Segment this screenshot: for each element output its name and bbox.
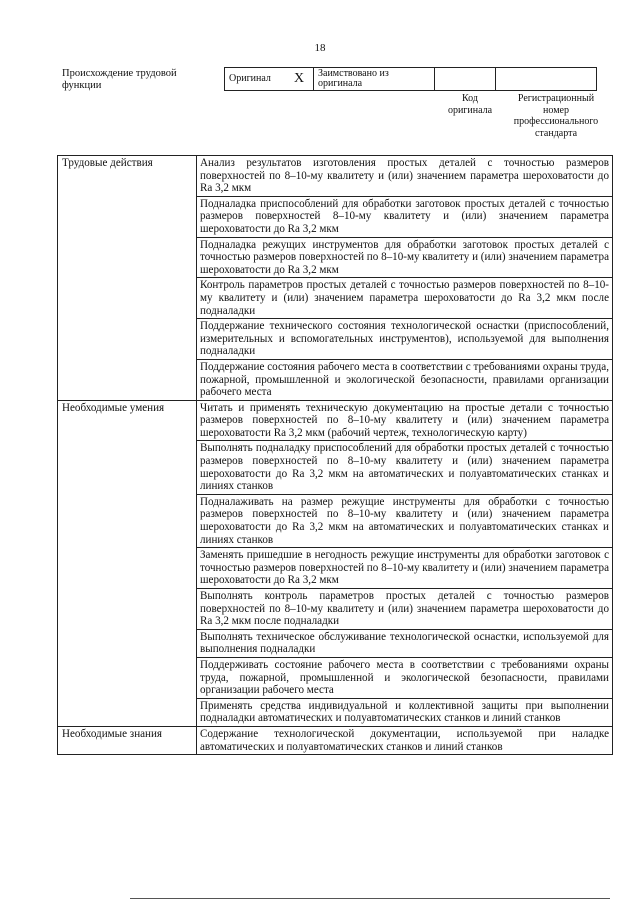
item-cell: Заменять пришедшие в негодность режущие инструменты для обработки заготовок с точностью размеров поверхностей по 8–10-му квалитету и (или) значением параметра шероховатости до Ra 3,2 мкм [197, 548, 613, 589]
table-row [58, 726, 613, 754]
origin-label: Происхождение трудовой функции [62, 68, 177, 91]
borrowed-cell: Заимствовано из оригинала [314, 68, 435, 91]
item-cell: Читать и применять техническую документацию на простые детали с точностью размеров поверхностей по 8–10-му квалитету и (или) значением параметра шероховатости Ra 3,2 мкм (рабочий чертеж, технологическую карту) [197, 400, 613, 441]
item-cell: Подналаживать на размер режущие инструменты для обработки с точностью размеров поверхностей по 8–10-му квалитету и (или) значением параметра шероховатости до Ra 3,2 мкм на автоматических и полуавтоматических станках и линиях станков [197, 494, 613, 547]
item-cell: Выполнять подналадку приспособлений для обработки простых деталей с точностью размеров поверхностей по 8–10-му квалитету и (или) значением параметра шероховатости до Ra 3,2 мкм на автоматических и полуавтоматических станках и линиях станков [197, 441, 613, 494]
category-cell: Трудовые действия [58, 156, 197, 401]
code-cell [435, 68, 496, 91]
page-bottom-rule [130, 898, 610, 899]
item-cell: Поддержание технического состояния технологической оснастки (приспособлений, измерительных и вспомогательных инструментов), используемой для выполнения подналадки [197, 319, 613, 360]
item-cell: Подналадка режущих инструментов для обработки заготовок простых деталей с точностью размеров поверхностей по 8–10-му квалитету и (или) значением параметра шероховатости до Ra 3,2 мкм [197, 237, 613, 278]
labor-function-table [57, 155, 613, 755]
original-mark: X [285, 68, 314, 91]
reg-number-cell [496, 68, 597, 91]
table-row [58, 156, 613, 197]
item-cell: Содержание технологической документации, используемой при наладке автоматических и полуавтоматических станков и линий станков [197, 726, 613, 754]
item-cell: Контроль параметров простых деталей с точностью размеров поверхностей по 8–10-му квалитету и (или) значением параметра шероховатости до Ra 3,2 мкм после подналадки [197, 278, 613, 319]
item-cell: Поддерживать состояние рабочего места в соответствии с требованиями охраны труда, пожарной, промышленной и экологической безопасности, правилами организации рабочего места [197, 657, 613, 698]
table-row [58, 400, 613, 441]
item-cell: Поддержание состояния рабочего места в соответствии с требованиями охраны труда, пожарной, промышленной и экологической безопасности, правилами организации рабочего места [197, 359, 613, 400]
item-cell: Выполнять техническое обслуживание технологической оснастки, используемой для выполнения подналадки [197, 629, 613, 657]
category-cell: Необходимые умения [58, 400, 197, 726]
item-cell: Подналадка приспособлений для обработки заготовок простых деталей с точностью размеров поверхностей 8–10-му квалитету и (или) значением параметра шероховатости до Ra 3,2 мкм [197, 196, 613, 237]
page-number: 18 [314, 42, 326, 54]
code-label: Код оригинала [447, 93, 493, 116]
item-cell: Применять средства индивидуальной и коллективной защиты при выполнении подналадки автоматических и полуавтоматических станков и линий станков [197, 698, 613, 726]
item-cell: Анализ результатов изготовления простых деталей с точностью размеров поверхностей по 8–10-му квалитету и (или) значением параметра шероховатости до Ra 3,2 мкм [197, 156, 613, 197]
item-cell: Выполнять контроль параметров простых деталей с точностью размеров поверхностей по 8–10-му квалитету и (или) значением параметра шероховатости до Ra 3,2 мкм после подналадки [197, 589, 613, 630]
origin-table [224, 67, 597, 91]
reg-number-label: Регистрационный номер профессионального стандарта [513, 93, 599, 139]
category-cell: Необходимые знания [58, 726, 197, 754]
original-cell: Оригинал [225, 68, 286, 91]
